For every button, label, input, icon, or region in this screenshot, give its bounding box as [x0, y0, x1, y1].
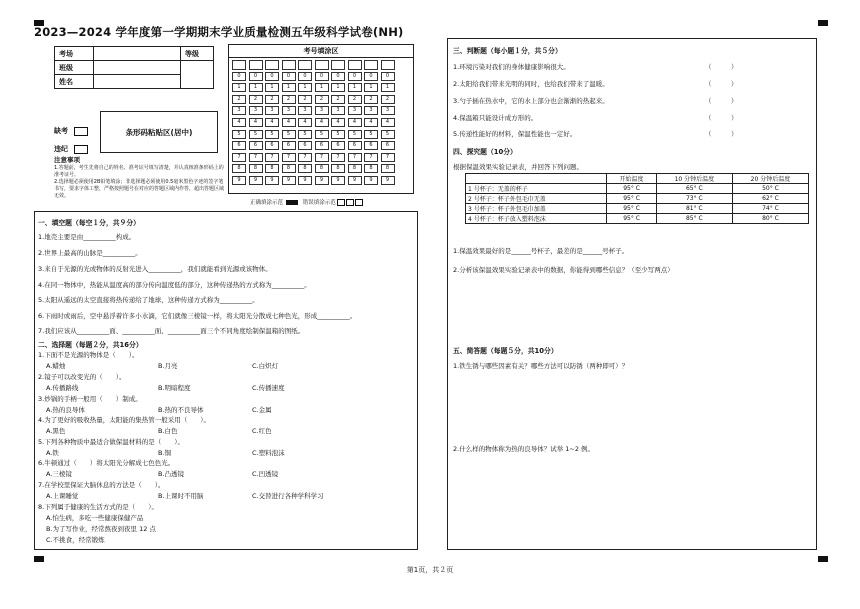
choice-q3-a: A.热的良导体 [46, 406, 85, 414]
table-cell: 50° C [732, 184, 808, 194]
exam-number-bubble[interactable]: 8 [364, 164, 378, 173]
barcode-label: 条形码粘贴区(居中) [125, 127, 193, 137]
fill-q6: 6.下雨时或雨后，空中悬浮着许多小水滴，它们就像三棱镜一样，将太阳光分散成七种色光，形成__________。 [38, 312, 357, 320]
choice-q7-c: C.交替进行各种学科学习 [252, 492, 324, 500]
part3-title: 三、判断题（每小题１分，共５分） [453, 47, 562, 55]
choice-q2: 2.镜子可以改变光的（ ）。 [38, 373, 126, 381]
exam-number-bubble[interactable]: 0 [282, 72, 296, 81]
exam-number-bubble[interactable]: 2 [331, 95, 345, 104]
exam-number-bubble[interactable]: 2 [348, 95, 362, 104]
choice-q2-c: C.传播速度 [252, 384, 285, 392]
exam-number-bubble[interactable]: 4 [298, 118, 312, 127]
student-info-table [54, 46, 214, 89]
table-cell: 81° C [656, 204, 732, 214]
exam-number-bubble[interactable]: 2 [381, 95, 395, 104]
exam-number-bubble[interactable]: 0 [348, 72, 362, 81]
exam-number-bubble[interactable]: 6 [348, 141, 362, 150]
exam-number-bubble[interactable]: 8 [265, 164, 279, 173]
exam-number-bubble[interactable]: 3 [331, 106, 345, 115]
field-class[interactable] [94, 61, 181, 75]
judge-q4: 4.保温箱只能设计成方形的。 [453, 114, 538, 122]
table-cell: 95° C [607, 214, 657, 224]
exam-number-bubble-grid[interactable] [232, 60, 397, 188]
table-cell: 95° C [607, 204, 657, 214]
exam-number-bubble[interactable]: 9 [265, 176, 279, 185]
exam-number-bubble[interactable]: 7 [348, 153, 362, 162]
table-cell: 73° C [656, 194, 732, 204]
fill-q4: 4.在同一物体中，热能从温度高的部分传向温度低的部分，这种传递热的方式称为__________。 [38, 281, 311, 289]
judge-q2: 2.太阳给我们带来光明的同时，也给我们带来了温暖。 [453, 80, 609, 88]
table-cell: 62° C [732, 194, 808, 204]
choice-q4: 4.为了更好的吸收热量，太阳能的集热管一般采用（ ）。 [38, 416, 210, 424]
label-name: 姓名 [55, 75, 94, 89]
choice-q2-a: A.传播路线 [46, 384, 79, 392]
exam-number-digit-box[interactable] [331, 60, 345, 70]
exam-number-bubble[interactable]: 9 [348, 176, 362, 185]
choice-q1-a: A.蜡烛 [46, 362, 66, 370]
table-cell: 80° C [732, 214, 808, 224]
exam-number-bubble[interactable]: 1 [315, 83, 329, 92]
fill-q2: 2.世界上最高的山脉是__________。 [38, 249, 142, 257]
choice-q5-c: C.塑料泡沫 [252, 449, 285, 457]
judge-q5-answer[interactable]: （ ） [705, 130, 738, 138]
choice-q3-c: C.金属 [252, 406, 272, 414]
exam-number-bubble[interactable]: 5 [331, 130, 345, 139]
judge-q1: 1.环境污染对我们的身体健康影响很大。 [453, 63, 570, 71]
exam-number-bubble[interactable]: 0 [265, 72, 279, 81]
exam-number-bubble[interactable]: 9 [331, 176, 345, 185]
table-cell: 4 号杯子：杯子放入塑料泡沫 [466, 214, 607, 224]
exam-number-bubble[interactable]: 6 [331, 141, 345, 150]
exam-number-title: 考号填涂区 [229, 45, 413, 58]
exam-number-bubble[interactable]: 3 [282, 106, 296, 115]
wrong-fill-sample [346, 199, 354, 206]
exam-number-digit-box[interactable] [249, 60, 263, 70]
exam-number-bubble[interactable]: 7 [249, 153, 263, 162]
exam-number-bubble[interactable]: 4 [249, 118, 263, 127]
exam-number-bubble[interactable]: 5 [381, 130, 395, 139]
exam-number-bubble[interactable]: 1 [331, 83, 345, 92]
exam-number-bubble[interactable]: 6 [364, 141, 378, 150]
choice-q1-c: C.白炽灯 [252, 362, 279, 370]
exam-number-bubble[interactable]: 4 [232, 118, 246, 127]
table-header: 10 分钟后温度 [656, 174, 732, 184]
exam-number-bubble[interactable]: 9 [249, 176, 263, 185]
table-cell: 3 号杯子：杯子外包毛巾加盖 [466, 204, 607, 214]
exam-number-bubble[interactable]: 4 [381, 118, 395, 127]
exam-number-digit-box[interactable] [232, 60, 246, 70]
choice-q4-b: B.白色 [158, 427, 178, 435]
exam-number-bubble[interactable]: 3 [249, 106, 263, 115]
exam-number-bubble[interactable]: 0 [315, 72, 329, 81]
exam-number-bubble[interactable]: 3 [381, 106, 395, 115]
wrong-fill-label: 错误填涂示范 [302, 200, 336, 206]
exam-number-bubble[interactable]: 7 [265, 153, 279, 162]
exam-number-bubble[interactable]: 1 [364, 83, 378, 92]
short-q2: 2.什么样的物体称为热的良导体？试举 1~2 例。 [453, 445, 595, 453]
exam-number-bubble[interactable]: 8 [331, 164, 345, 173]
exam-number-bubble[interactable]: 6 [249, 141, 263, 150]
choice-q7-a: A.上课睡觉 [46, 492, 79, 500]
exam-number-digit-box[interactable] [298, 60, 312, 70]
exam-number-digit-box[interactable] [348, 60, 362, 70]
table-cell: 74° C [732, 204, 808, 214]
field-name[interactable] [94, 75, 181, 89]
exam-number-bubble[interactable]: 8 [298, 164, 312, 173]
exam-number-bubble[interactable]: 3 [298, 106, 312, 115]
exam-number-bubble[interactable]: 0 [331, 72, 345, 81]
exam-number-digit-box[interactable] [364, 60, 378, 70]
exam-number-bubble[interactable]: 7 [282, 153, 296, 162]
notes [54, 157, 224, 200]
exam-number-bubble[interactable]: 1 [232, 83, 246, 92]
choice-q3: 3.炒锅的手柄一般用（ ）制成。 [38, 395, 142, 403]
exam-number-bubble[interactable]: 6 [265, 141, 279, 150]
choice-q1-b: B.月亮 [158, 362, 178, 370]
exam-number-bubble[interactable]: 2 [232, 95, 246, 104]
label-grade: 等级 [181, 47, 214, 61]
exam-number-bubble[interactable]: 0 [232, 72, 246, 81]
label-class: 班级 [55, 61, 94, 75]
exam-number-bubble[interactable]: 4 [265, 118, 279, 127]
exam-title: 2023—2024 学年度第一学期期末学业质量检测五年级科学试卷(NH) [34, 25, 404, 39]
exam-number-bubble[interactable]: 6 [282, 141, 296, 150]
table-row [466, 204, 809, 214]
exam-number-area [228, 44, 414, 194]
exam-number-bubble[interactable]: 4 [331, 118, 345, 127]
table-row [466, 194, 809, 204]
exam-number-bubble[interactable]: 6 [315, 141, 329, 150]
fill-q3: 3.来自于光源的光或物体的反射光进入__________，我们就能看到光源或该物体。 [38, 265, 272, 273]
wrong-fill-sample [355, 199, 363, 206]
wrong-fill-sample [337, 199, 345, 206]
exam-number-digit-box[interactable] [282, 60, 296, 70]
absent-checkbox[interactable] [74, 127, 88, 136]
exam-number-bubble[interactable]: 7 [381, 153, 395, 162]
choice-q6: 6.牛顿通过（ ）将太阳光分解成七色色光。 [38, 459, 175, 467]
exam-number-bubble[interactable]: 8 [315, 164, 329, 173]
part2-title: 二、选择题（每题２分，共16分） [38, 341, 143, 349]
exam-number-bubble[interactable]: 2 [298, 95, 312, 104]
label-room: 考场 [55, 47, 94, 61]
correct-fill-label: 正确填涂示范 [250, 200, 284, 206]
fill-q1: 1.地壳主要是由__________构成。 [38, 233, 136, 241]
exam-number-bubble[interactable]: 4 [348, 118, 362, 127]
part5-title: 五、简答题（每题５分，共10分） [453, 347, 558, 355]
exam-number-bubble[interactable]: 9 [364, 176, 378, 185]
note-item: 2.选择题必须使用2B铅笔填涂；非选择题必须使用0.5毫米黑色字迹的签字笔书写，要求字体工整，严格按照题号在对应的答题区域内作答，超出答题区域无效。 [54, 179, 225, 199]
note-item: 1.答题前，考生先将自己的姓名、准考证号填写清楚，并认真核准条形码上的准考证号。 [54, 165, 224, 178]
exam-number-bubble[interactable]: 1 [282, 83, 296, 92]
exam-number-digit-box[interactable] [381, 60, 395, 70]
table-cell: 95° C [607, 184, 657, 194]
explore-q2: 2.分析该保温效果实验记录表中的数据，你能得到哪些信息？（至少写两点） [453, 266, 674, 274]
registration-mark [818, 20, 828, 26]
exam-number-bubble[interactable]: 7 [315, 153, 329, 162]
exam-number-bubble[interactable]: 9 [315, 176, 329, 185]
exam-number-bubble[interactable]: 8 [282, 164, 296, 173]
exam-number-bubble[interactable]: 1 [249, 83, 263, 92]
fill-legend [250, 198, 363, 206]
part4-intro: 根据保温效果实验记录表，并回答下列问题。 [453, 163, 583, 171]
exam-number-bubble[interactable]: 5 [364, 130, 378, 139]
registration-mark [818, 556, 828, 562]
exam-number-bubble[interactable]: 2 [364, 95, 378, 104]
exam-number-bubble[interactable]: 0 [381, 72, 395, 81]
exam-number-bubble[interactable]: 3 [315, 106, 329, 115]
table-cell: 85° C [656, 214, 732, 224]
exam-number-bubble[interactable]: 0 [298, 72, 312, 81]
choice-q8-b: B.为了写作业，经常熬夜到夜里 12 点 [46, 525, 156, 533]
exam-number-bubble[interactable]: 3 [265, 106, 279, 115]
exam-number-bubble[interactable]: 5 [282, 130, 296, 139]
choice-q3-b: B.热的不良导体 [158, 406, 204, 414]
table-row [466, 214, 809, 224]
correct-fill-sample [286, 200, 298, 205]
table-cell: 65° C [656, 184, 732, 194]
choice-q4-c: C.红色 [252, 427, 272, 435]
exam-number-bubble[interactable]: 9 [282, 176, 296, 185]
exam-number-bubble[interactable]: 0 [249, 72, 263, 81]
page-number: 第1页，共２页 [406, 566, 454, 574]
judge-q3: 3.勺子插在热水中，它的水上部分也会渐渐的热起来。 [453, 97, 609, 105]
registration-mark [34, 556, 44, 562]
exam-number-bubble[interactable]: 7 [364, 153, 378, 162]
barcode-area [100, 111, 218, 153]
exam-number-bubble[interactable]: 2 [282, 95, 296, 104]
exam-number-bubble[interactable]: 7 [298, 153, 312, 162]
exam-number-bubble[interactable]: 4 [315, 118, 329, 127]
choice-q6-a: A.三棱镜 [46, 470, 72, 478]
table-header-row [466, 174, 809, 184]
exam-number-bubble[interactable]: 5 [298, 130, 312, 139]
absent-label: 缺考 [54, 127, 68, 135]
table-cell: 1 号杯子：无盖的杯子 [466, 184, 607, 194]
table-cell: 95° C [607, 194, 657, 204]
exam-number-bubble[interactable]: 8 [381, 164, 395, 173]
choice-q2-b: B.明暗程度 [158, 384, 191, 392]
exam-number-bubble[interactable]: 1 [298, 83, 312, 92]
choice-q5-b: B.铜 [158, 449, 172, 457]
exam-number-bubble[interactable]: 8 [249, 164, 263, 173]
exam-number-bubble[interactable]: 3 [348, 106, 362, 115]
exam-number-bubble[interactable]: 2 [249, 95, 263, 104]
field-grade[interactable] [181, 61, 214, 89]
exam-number-bubble[interactable]: 5 [249, 130, 263, 139]
explore-q1: 1.保温效果最好的是______号杯子，最差的是______号杯子。 [453, 247, 629, 255]
exam-number-bubble[interactable]: 6 [381, 141, 395, 150]
violation-label: 违纪 [54, 145, 68, 153]
part1-title: 一、填空题（每空１分，共９分） [38, 219, 140, 227]
judge-q3-answer[interactable]: （ ） [705, 97, 738, 105]
exam-number-bubble[interactable]: 1 [265, 83, 279, 92]
insulation-data-table [465, 173, 809, 224]
field-room[interactable] [94, 47, 181, 61]
judge-q1-answer[interactable]: （ ） [705, 63, 738, 71]
notes-title: 注意事项 [54, 156, 80, 164]
exam-number-bubble[interactable]: 9 [298, 176, 312, 185]
judge-q4-answer[interactable]: （ ） [705, 114, 738, 122]
exam-number-bubble[interactable]: 7 [232, 153, 246, 162]
fill-q5: 5.太阳从遥远的太空直接将热传递给了地球，这种传递方式称为__________。 [38, 296, 259, 304]
exam-number-bubble[interactable]: 8 [232, 164, 246, 173]
short-q1: 1.铁生锈与哪些因素有关？哪些方法可以防锈（两种即可）？ [453, 362, 629, 370]
choice-q8-c: C.不挑食，经常锻炼 [46, 536, 105, 544]
choice-q8-a: A.怕生病，多吃一些健康保健产品 [46, 514, 144, 522]
exam-number-bubble[interactable]: 1 [381, 83, 395, 92]
choice-q1: 1.下面不是光源的物体是（ ）。 [38, 351, 139, 359]
part4-title: 四、探究题（10分） [453, 148, 517, 156]
choice-q8: 8.下列属于健康的生活方式的是（ ）。 [38, 503, 158, 511]
exam-number-bubble[interactable]: 6 [232, 141, 246, 150]
exam-number-bubble[interactable]: 5 [315, 130, 329, 139]
exam-number-bubble[interactable]: 9 [381, 176, 395, 185]
judge-q5: 5.传递性能好的材料，保温性能也一定好。 [453, 130, 577, 138]
exam-number-digit-box[interactable] [315, 60, 329, 70]
exam-number-bubble[interactable]: 2 [315, 95, 329, 104]
exam-number-bubble[interactable]: 5 [348, 130, 362, 139]
table-cell: 2 号杯子：杯子外包毛巾无盖 [466, 194, 607, 204]
exam-number-bubble[interactable]: 2 [265, 95, 279, 104]
exam-number-bubble[interactable]: 4 [364, 118, 378, 127]
exam-number-bubble[interactable]: 3 [364, 106, 378, 115]
choice-q5: 5.下列各种物质中最适合做保温材料的是（ ）。 [38, 438, 184, 446]
exam-number-bubble[interactable]: 3 [232, 106, 246, 115]
choice-q7-b: B.上课时不用脑 [158, 492, 204, 500]
table-header [466, 174, 607, 184]
exam-number-bubble[interactable]: 8 [348, 164, 362, 173]
exam-number-bubble[interactable]: 7 [331, 153, 345, 162]
exam-number-bubble[interactable]: 4 [282, 118, 296, 127]
choice-q7: 7.在学校里保证大脑休息的方法是（ ）。 [38, 481, 165, 489]
table-header: 20 分钟后温度 [732, 174, 808, 184]
choice-q6-c: C.凹透镜 [252, 470, 279, 478]
judge-q2-answer[interactable]: （ ） [705, 80, 738, 88]
status-flags [54, 122, 88, 158]
choice-q5-a: A.铁 [46, 449, 59, 457]
exam-number-bubble[interactable]: 9 [232, 176, 246, 185]
exam-number-bubble[interactable]: 6 [298, 141, 312, 150]
table-row [466, 184, 809, 194]
exam-number-digit-box[interactable] [265, 60, 279, 70]
exam-number-bubble[interactable]: 5 [232, 130, 246, 139]
choice-q6-b: B.凸透镜 [158, 470, 185, 478]
violation-checkbox[interactable] [74, 145, 88, 154]
table-header: 开始温度 [607, 174, 657, 184]
fill-q7: 7.我们应该从__________面、__________面、__________面三个不同角度绘制保温箱的图纸。 [38, 327, 305, 335]
choice-q4-a: A.黑色 [46, 427, 66, 435]
exam-number-bubble[interactable]: 0 [364, 72, 378, 81]
exam-number-bubble[interactable]: 1 [348, 83, 362, 92]
exam-number-bubble[interactable]: 5 [265, 130, 279, 139]
